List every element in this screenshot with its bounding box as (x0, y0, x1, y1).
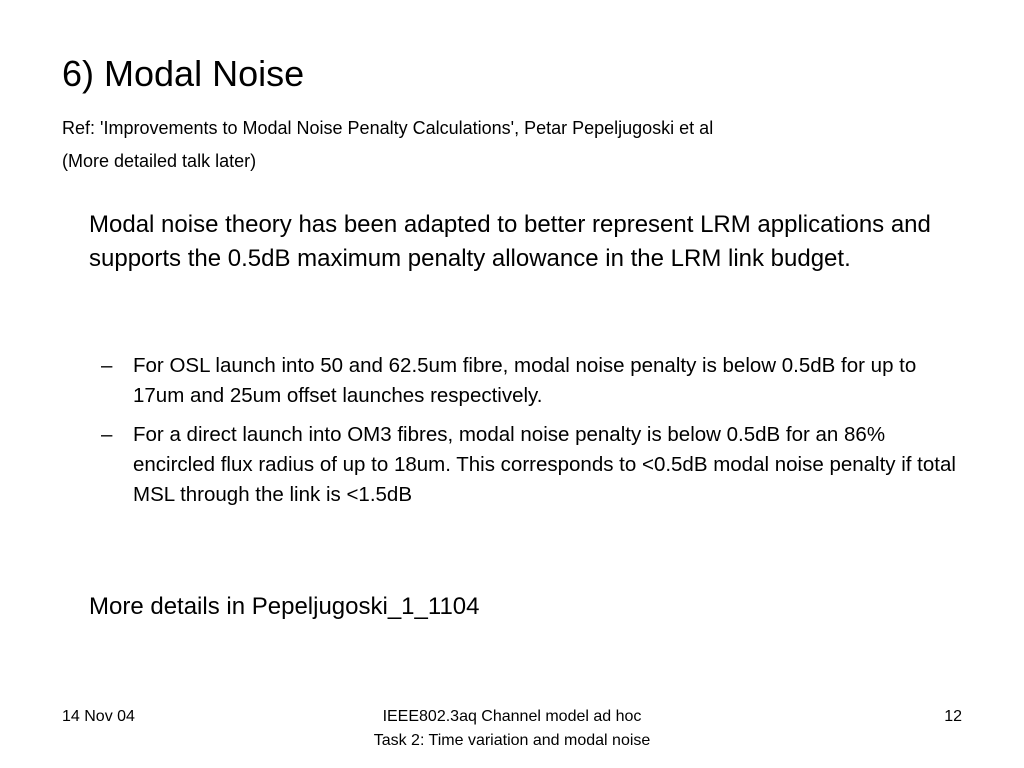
reference-note: (More detailed talk later) (62, 151, 257, 171)
more-details-paragraph: More details in Pepeljugoski_1_1104 (89, 593, 480, 620)
bullet-item (101, 351, 961, 411)
main-paragraph: Modal noise theory has been adapted to better represent LRM applications and supports the 0.5dB maximum penalty allowance in the LRM link budget. (89, 211, 931, 272)
bullet-dash: – (101, 354, 113, 377)
reference-citation: Ref: 'Improvements to Modal Noise Penalty Calculations', Petar Pepeljugoski et al (62, 118, 714, 138)
bullet-text: For a direct launch into OM3 fibres, modal noise penalty is below 0.5dB for an 86% encircled flux radius of up to 18um. This corresponds to <0.5dB modal noise penalty if total MSL through the link is <1.5dB (133, 423, 956, 506)
bullet-text: For OSL launch into 50 and 62.5um fibre, modal noise penalty is below 0.5dB for up to 17um and 25um offset launches respectively. (133, 354, 917, 407)
footer-center (312, 705, 712, 753)
page-number: 12 (944, 708, 962, 725)
footer-center-line1: IEEE802.3aq Channel model ad hoc (382, 708, 642, 725)
slide-title: 6) Modal Noise (62, 53, 305, 94)
bullet-item (101, 420, 961, 510)
footer-date: 14 Nov 04 (62, 708, 135, 725)
footer-center-line2: Task 2: Time variation and modal noise (373, 732, 651, 749)
bullet-dash: – (101, 423, 113, 446)
